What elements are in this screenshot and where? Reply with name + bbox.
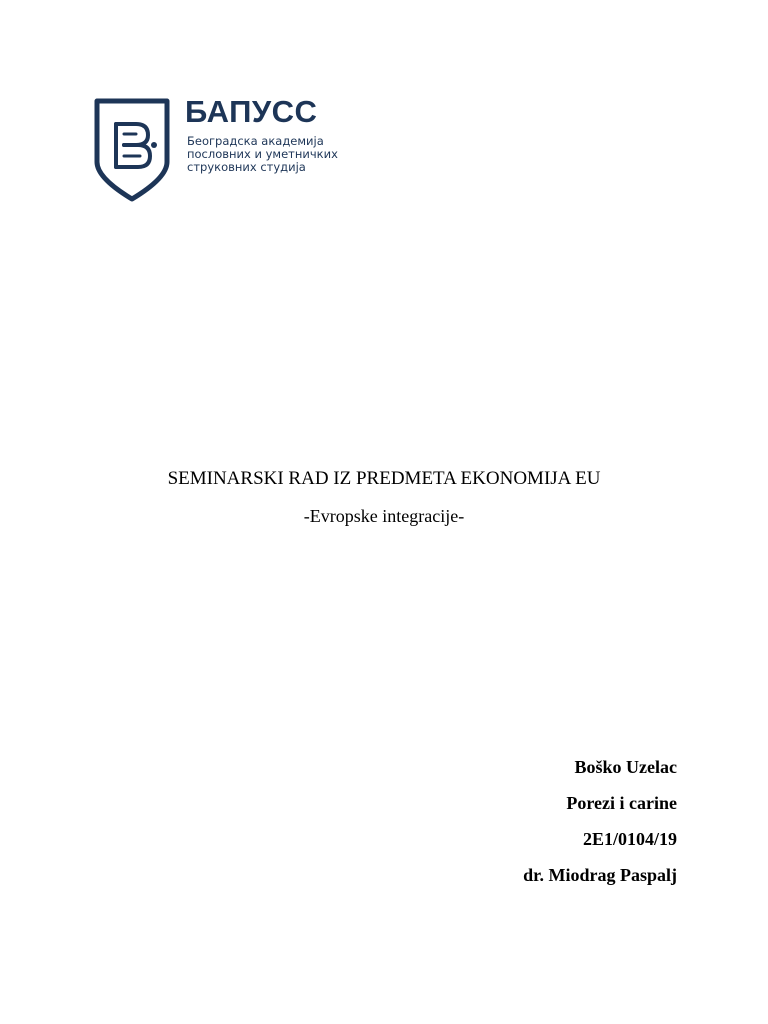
institution-subtitle [187, 135, 338, 174]
institution-name: БАПУСС [185, 94, 318, 129]
author-info-block [523, 755, 677, 899]
institution-subtitle-line: струковних студија [187, 160, 306, 174]
shield-b-icon [94, 98, 170, 202]
institution-subtitle-line: пословних и уметничких [187, 147, 338, 161]
institution-logo [94, 96, 354, 206]
mentor-name: dr. Miodrag Paspalj [523, 865, 677, 885]
author-name: Boško Uzelac [574, 757, 677, 777]
document-subtitle: -Evropske integracije- [303, 506, 465, 526]
student-index: 2E1/0104/19 [582, 829, 677, 849]
institution-subtitle-line: Београдска академија [187, 134, 324, 148]
study-program: Porezi i carine [566, 793, 677, 813]
document-title: SEMINARSKI RAD IZ PREDMETA EKONOMIJA EU [167, 468, 601, 489]
